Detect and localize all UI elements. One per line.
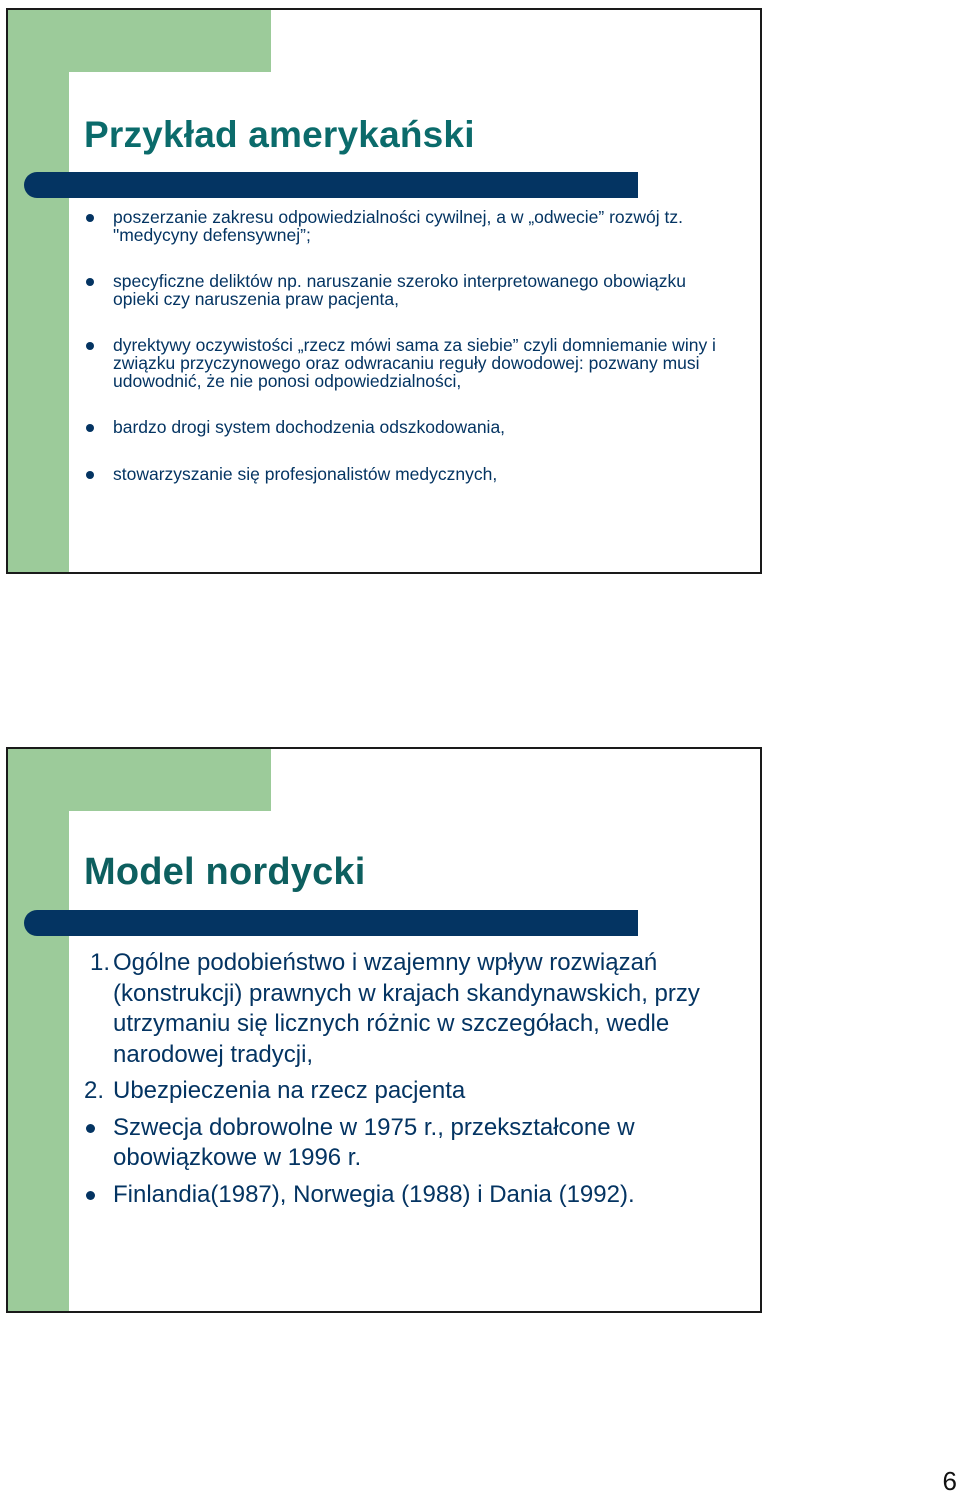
bullet-item: stowarzyszanie się profesjonalistów medycznych, — [84, 465, 724, 483]
slide-2 — [6, 747, 762, 1313]
item-number: 1. — [90, 949, 111, 976]
slide-title: Model nordycki — [84, 851, 366, 893]
item-text: Ogólne podobieństwo i wzajemny wpływ rozwiązań (konstrukcji) prawnych w krajach skandynawskich, przy utrzymaniu się licznych różnic w szczegółach, wedle narodowej tradycji, — [113, 949, 700, 1068]
numbered-item — [84, 948, 744, 1070]
bullet-item — [84, 1180, 744, 1211]
item-text: Finlandia(1987), Norwegia (1988) i Dania (1992). — [113, 1180, 635, 1208]
page-number: 6 — [942, 1466, 957, 1496]
numbered-item — [84, 1076, 744, 1107]
slide-title: Przykład amerykański — [84, 114, 475, 155]
bullet-item: bardzo drogi system dochodzenia odszkodowania, — [84, 418, 724, 436]
slide-1 — [6, 8, 762, 574]
item-text: Szwecja dobrowolne w 1975 r., przekształcone w obowiązkowe w 1996 r. — [113, 1113, 635, 1171]
bullet-item: dyrektywy oczywistości „rzecz mówi sama za siebie” czyli domniemanie winy i związku przyczynowego oraz odwracaniu reguły dowodowej: pozwany musi udowodnić, że nie ponosi odpowiedzialności, — [84, 336, 724, 390]
slide-green-strip — [8, 749, 69, 1311]
bullet-item — [84, 1113, 744, 1174]
bullet-item: poszerzanie zakresu odpowiedzialności cywilnej, a w „odwecie” rozwój tz. "medycyny defensywnej”; — [84, 208, 724, 244]
item-text: Ubezpieczenia na rzecz pacjenta — [113, 1077, 466, 1104]
bullet-item: specyficzne deliktów np. naruszanie szeroko interpretowanego obowiązku opieki czy naruszenia praw pacjenta, — [84, 272, 724, 308]
content-list — [84, 948, 744, 1216]
title-underline-bar — [24, 910, 638, 936]
slide-green-strip — [8, 10, 69, 572]
item-number: 2. — [84, 1077, 105, 1104]
bullet-list — [84, 208, 724, 511]
title-underline-bar — [24, 172, 638, 198]
